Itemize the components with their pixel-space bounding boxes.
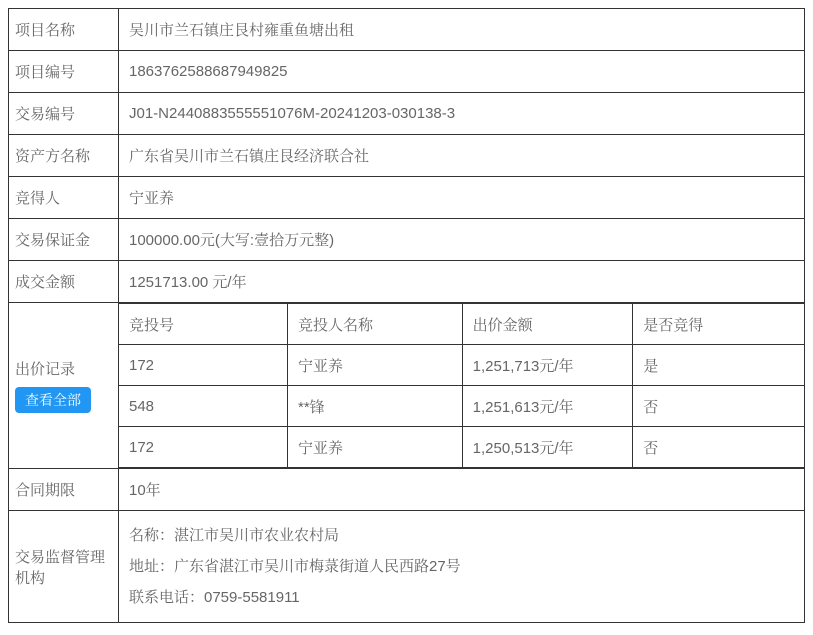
transaction-number-value: J01-N2440883555551076M-20241203-030138-3 (119, 93, 805, 135)
bid-table-header-row (119, 304, 804, 345)
bid-number: 172 (119, 345, 288, 386)
final-amount-label: 成交金额 (9, 261, 119, 303)
view-all-button[interactable]: 查看全部 (15, 387, 91, 414)
project-name-label: 项目名称 (9, 9, 119, 51)
bid-records-table-cell (119, 303, 805, 469)
bidder-name: **锋 (288, 386, 463, 427)
bid-number: 172 (119, 427, 288, 468)
bid-won: 是 (633, 345, 804, 386)
contract-term-label: 合同期限 (9, 469, 119, 511)
contract-term-value: 10年 (119, 469, 805, 511)
bidder-name: 宁亚养 (288, 427, 463, 468)
table-row-deposit (9, 219, 805, 261)
asset-party-label: 资产方名称 (9, 135, 119, 177)
supervisor-label: 交易监督管理机构 (9, 511, 119, 623)
table-row-project-number (9, 51, 805, 93)
bid-amount: 1,250,513元/年 (462, 427, 633, 468)
table-row-project-name (9, 9, 805, 51)
table-row-bid-records (9, 303, 805, 469)
project-name-value: 吴川市兰石镇庄艮村雍重鱼塘出租 (119, 9, 805, 51)
project-number-value: 1863762588687949825 (119, 51, 805, 93)
supervisor-info-cell (119, 511, 805, 623)
bid-amount-column-header: 出价金额 (462, 304, 633, 345)
asset-party-value: 广东省吴川市兰石镇庄艮经济联合社 (119, 135, 805, 177)
final-amount-value: 1251713.00 元/年 (119, 261, 805, 303)
project-number-label: 项目编号 (9, 51, 119, 93)
table-row-asset-party (9, 135, 805, 177)
bid-won: 否 (633, 386, 804, 427)
table-row-final-amount (9, 261, 805, 303)
winner-value: 宁亚养 (119, 177, 805, 219)
table-row-supervisor (9, 511, 805, 623)
table-row-transaction-number (9, 93, 805, 135)
winner-label: 竞得人 (9, 177, 119, 219)
bid-table-row (119, 386, 804, 427)
bidder-name: 宁亚养 (288, 345, 463, 386)
bidder-name-column-header: 竞投人名称 (288, 304, 463, 345)
deposit-label: 交易保证金 (9, 219, 119, 261)
bid-records-table (119, 303, 804, 468)
table-row-winner (9, 177, 805, 219)
bid-table-row (119, 345, 804, 386)
transaction-number-label: 交易编号 (9, 93, 119, 135)
supervisor-address-line: 地址：广东省湛江市吴川市梅菉街道人民西路27号 (129, 558, 461, 575)
deposit-value: 100000.00元(大写:壹拾万元整) (119, 219, 805, 261)
supervisor-phone-line: 联系电话：0759-5581911 (129, 589, 300, 606)
bid-number: 548 (119, 386, 288, 427)
bid-won-column-header: 是否竞得 (633, 304, 804, 345)
bid-number-column-header: 竞投号 (119, 304, 288, 345)
bid-amount: 1,251,613元/年 (462, 386, 633, 427)
supervisor-name-line: 名称：湛江市吴川市农业农村局 (129, 527, 340, 544)
table-row-contract-term (9, 469, 805, 511)
bid-records-label: 出价记录 (15, 360, 76, 378)
bid-records-label-cell (9, 303, 119, 469)
bid-won: 否 (633, 427, 804, 468)
transaction-detail-table (8, 8, 805, 623)
bid-table-row (119, 427, 804, 468)
bid-amount: 1,251,713元/年 (462, 345, 633, 386)
